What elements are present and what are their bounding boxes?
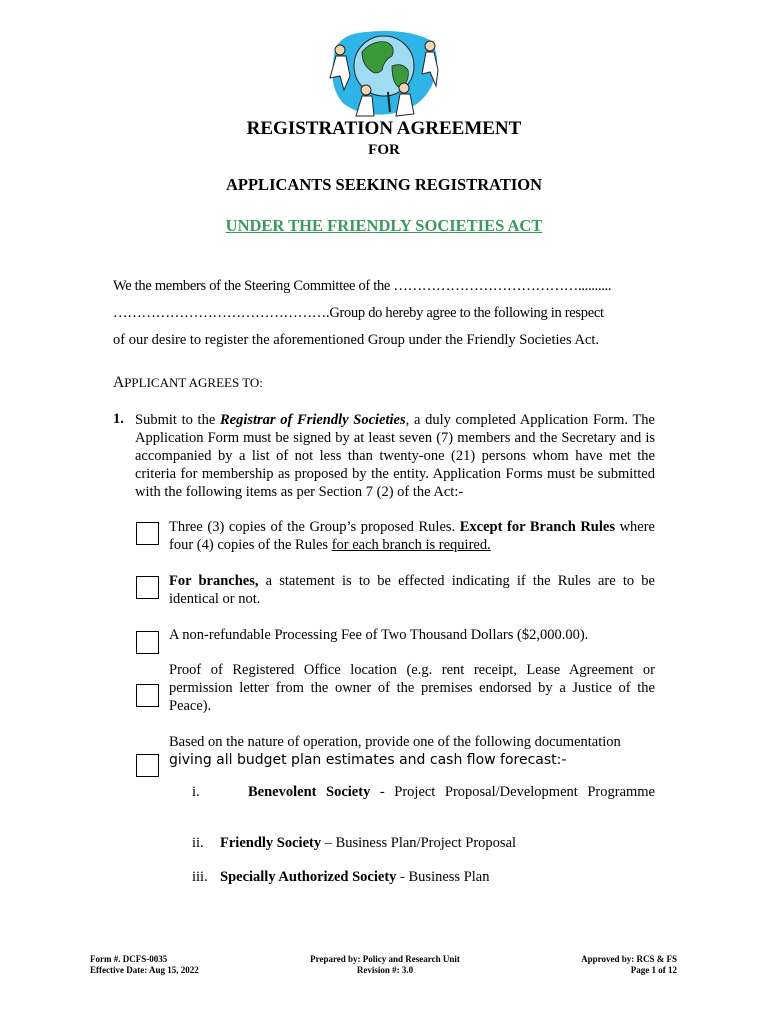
heading-rest: PPLICANT AGREES TO: <box>124 375 263 390</box>
c1-underline: for each branch is required. <box>331 537 491 553</box>
item-1-paragraph <box>135 411 655 501</box>
footer-right <box>540 954 677 976</box>
document-subtitle: APPLICANTS SEEKING REGISTRATION <box>225 175 542 194</box>
checklist-item-office: Proof of Registered Office location (e.g. rent receipt, Lease Agreement or permission letter from the owner of the premises endorsed by a Justice of the Peace). <box>169 662 655 714</box>
registrar-name: Registrar of Friendly Societies <box>219 412 406 428</box>
subitem-3-text: - Business Plan <box>396 869 490 885</box>
footer-approved-by: Approved by: RCS & FS <box>581 954 677 964</box>
subitem-friendly <box>220 835 516 852</box>
c1-text2: where four (4) copies of the Rules <box>169 519 655 553</box>
subitem-1-bold: Benevolent Society <box>248 784 371 800</box>
footer-revision: Revision #: 3.0 <box>356 965 414 975</box>
subitem-2-bold: Friendly Society <box>220 835 322 851</box>
checkbox-processing-fee[interactable] <box>136 631 159 654</box>
globe-people-icon <box>326 26 444 122</box>
subitem-roman-3: iii. <box>192 869 208 885</box>
checkbox-documentation[interactable] <box>136 754 159 777</box>
subitem-benevolent <box>248 784 655 801</box>
c1-bold: Except for Branch Rules <box>459 519 615 535</box>
checklist-item-branches <box>169 572 655 608</box>
checkbox-rules-copies[interactable] <box>136 522 159 545</box>
intro-line-1: We the members of the Steering Committee of the ………………………………….......... <box>113 278 612 294</box>
intro-line-2: ……………………………………….Group do hereby agree to the following in respect <box>113 305 604 321</box>
act-heading: UNDER THE FRIENDLY SOCIETIES ACT <box>225 216 543 235</box>
intro-paragraph <box>113 273 655 354</box>
intro-line-3: of our desire to register the aforementioned Group under the Friendly Societies Act. <box>113 332 600 348</box>
c1-text: Three (3) copies of the Group’s proposed Rules. <box>169 519 460 535</box>
footer-left <box>90 954 199 976</box>
checklist-item-documentation <box>169 733 655 769</box>
footer-page-number: Page 1 of 12 <box>630 965 677 975</box>
subitem-roman-2: ii. <box>192 835 204 851</box>
c2-text: a statement is to be effected indicating if the Rules are to be identical or not. <box>169 573 655 607</box>
item-1-post: , a duly completed Application Form. The Application Form must be signed by at least seven (7) members and the Secretary and is accompanied by a list of not less than twenty-one (21) persons whom have met the criteria for membership as proposed by the entity. Application Forms must be submitted with the following items as per Section 7 (2) of the Act:- <box>135 412 655 500</box>
subitem-1-text: - Project Proposal/Development Programme <box>370 784 655 800</box>
checkbox-registered-office[interactable] <box>136 684 159 707</box>
c5-line1: Based on the nature of operation, provide one of the following documentation <box>169 734 621 750</box>
subitem-roman-1: i. <box>192 784 200 800</box>
applicant-agrees-heading <box>113 374 263 392</box>
footer-form-number: Form #. DCFS-0035 <box>90 954 168 964</box>
c5-line2: giving all budget plan estimates and cash flow forecast:- <box>169 752 567 768</box>
footer-center <box>270 954 500 976</box>
globe-people-logo <box>326 26 444 122</box>
heading-initial: A <box>113 374 125 391</box>
item-number-1: 1. <box>113 411 124 427</box>
checkbox-branches[interactable] <box>136 576 159 599</box>
footer-effective-date: Effective Date: Aug 15, 2022 <box>90 965 199 975</box>
subitem-3-bold: Specially Authorized Society <box>220 869 397 885</box>
checklist-item-rules <box>169 518 655 554</box>
footer-prepared-by: Prepared by: Policy and Research Unit <box>310 954 460 964</box>
c2-bold: For branches, <box>169 573 259 589</box>
title-for: FOR <box>368 142 400 158</box>
item-1-pre: Submit to the <box>135 412 220 428</box>
subitem-2-text: – Business Plan/Project Proposal <box>321 835 517 851</box>
checklist-item-fee: A non-refundable Processing Fee of Two Thousand Dollars ($2,000.00). <box>169 627 589 643</box>
document-title: REGISTRATION AGREEMENT <box>246 118 522 139</box>
subitem-specially-authorized <box>220 869 489 886</box>
